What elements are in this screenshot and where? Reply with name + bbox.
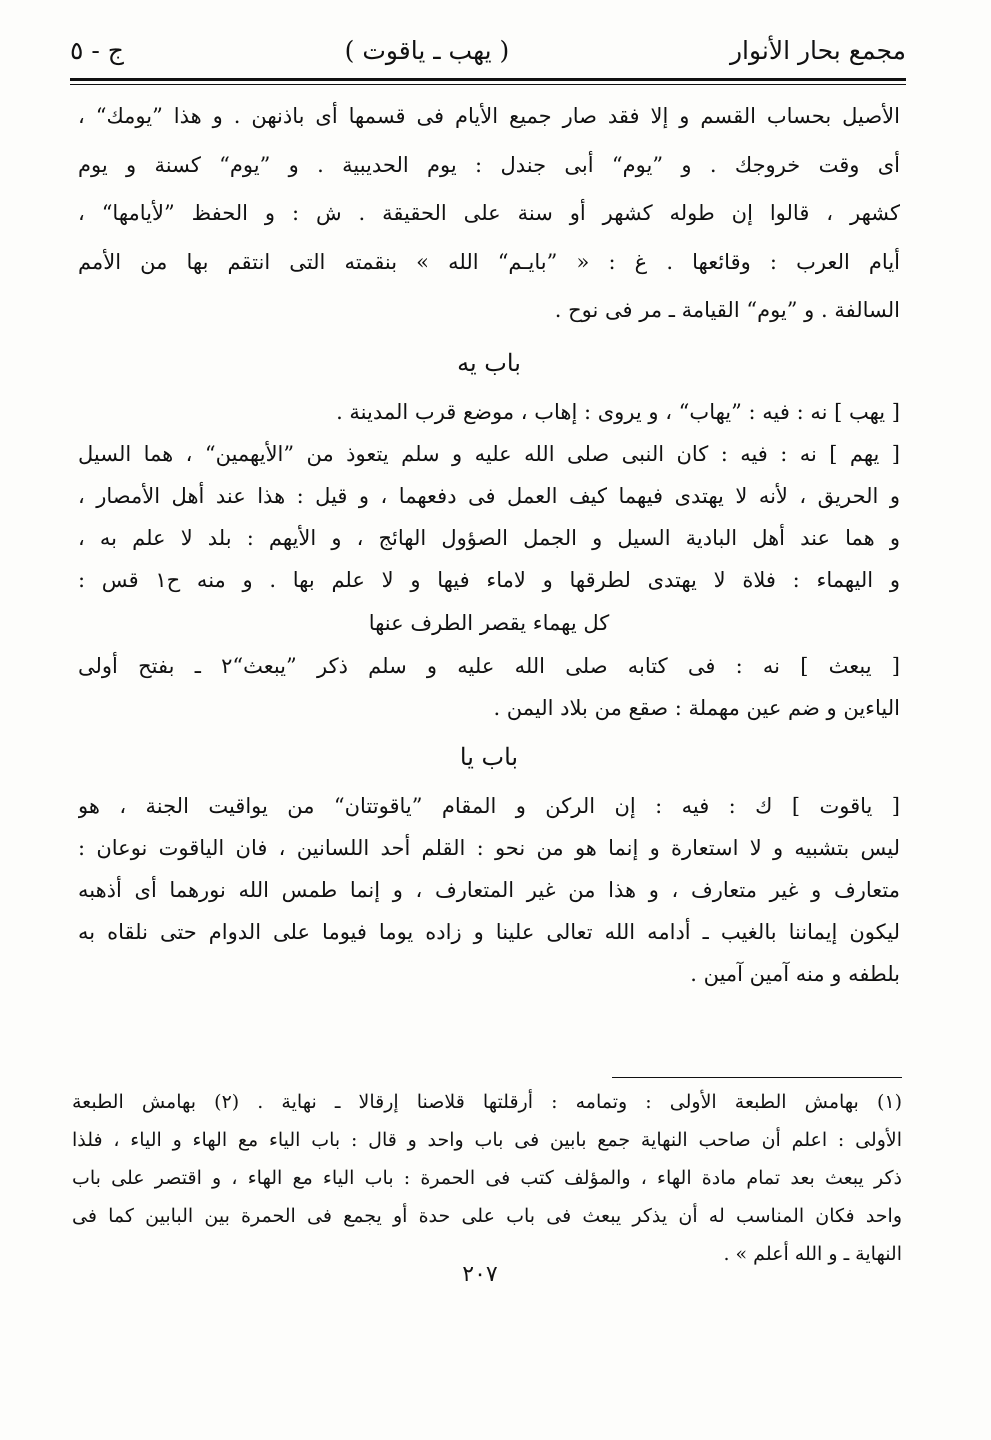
footnotes xyxy=(72,1083,902,1273)
footnote-line: النهاية ـ و الله أعلم » . xyxy=(723,1243,902,1265)
section-heading-ya: باب يا xyxy=(459,742,519,771)
footnote-line: واحد فكان المناسب له أن يذكر يبعث فى باب على حدة أو يجمع فى الحمرة بين البابين كما فى xyxy=(72,1205,902,1227)
verse-line: كل يهماء يقصر الطرف عنها xyxy=(368,610,610,635)
footnote-line: (١) بهامش الطبعة الأولى : وتمامه : أرقلتها قلاصنا إرقالا ـ نهاية . (٢) بهامش الطبعة xyxy=(72,1091,902,1113)
volume-number: ج - ٥ xyxy=(70,35,124,65)
section-heading-yeh: باب يه xyxy=(457,348,521,377)
entry-yabath: [ يبعث ] نه : فى كتابه صلى الله عليه و سلم ذكر ”يبعث“٢ ـ بفتح أولى xyxy=(78,653,900,678)
text-line: متعارف و غير متعارف ، و هذا من غير المتعارف ، و إنما طمس الله نورهما أى أذهبه xyxy=(78,877,900,902)
text-line: ليكون إيماننا بالغيب ـ أدامه الله تعالى علينا و زاده يوما فيوما على الدوام حتى نلقاه به xyxy=(78,919,900,944)
text-line: الياءين و ضم عين مهملة : صقع من بلاد اليمن . xyxy=(493,695,900,720)
text-line: أيام العرب : وقائعها . غ : « ”بايـم“ الله » بنقمته التى انتقم بها من الأمم xyxy=(78,249,900,274)
text-line: كشهر ، قالوا إن طوله كشهر أو سنة على الحقيقة . ش : و الحفظ ”لأيامها“ ، xyxy=(78,201,900,225)
text-line: و الحريق ، لأنه لا يهتدى فيهما كيف العمل فى دفعهما ، و قيل : هذا عند أهل الأمصار ، xyxy=(78,483,900,508)
text-line: و هما عند أهل البادية السيل و الجمل الصؤول الهائج ، و الأيهم : بلد لا علم به ، xyxy=(78,525,900,550)
entry-range: ( يهب ـ ياقوت ) xyxy=(344,35,510,65)
book-title: مجمع بحار الأنوار xyxy=(729,35,906,65)
entry-yaham: [ يهم ] نه : فيه : كان النبى صلى الله عليه و سلم يتعوذ من ”الأيهمين“ ، هما السيل xyxy=(78,441,900,466)
running-header xyxy=(70,28,906,72)
main-text xyxy=(78,92,900,995)
footnote-line: الأولى : اعلم أن صاحب النهاية جمع بابين فى باب واحد و قال : باب الياء مع الهاء و الياء ، فلذا xyxy=(72,1129,902,1151)
text-line: أى وقت خروجك . و ”يوم“ أبى جندل : يوم الحديبية . و ”يوم“ كسنة و يوم xyxy=(78,152,900,177)
header-rule-thin xyxy=(70,84,906,85)
header-rule-thick xyxy=(70,78,906,81)
text-line: السالفة . و ”يوم“ القيامة ـ مر فى نوح . xyxy=(554,298,900,322)
text-line: و اليهماء : فلاة لا يهتدى لطرقها و لاماء فيها و لا علم بها . و منه ح١ قس : xyxy=(78,567,900,592)
entry-yahab: [ يهب ] نه : فيه : ”يهاب“ ، و يروى : إهاب ، موضع قرب المدينة . xyxy=(336,399,900,424)
entry-yaqut: [ ياقوت ] ك : فيه : إن الركن و المقام ”ياقوتتان“ من يواقيت الجنة ، هو xyxy=(78,793,900,818)
text-line: الأصيل بحساب القسم و إلا فقد صار جميع الأيام فى قسمها أى باذنهن . و هذا ”يومك“ ، xyxy=(78,104,900,128)
text-line: بلطفه و منه آمين آمين . xyxy=(690,961,900,986)
footnote-rule xyxy=(612,1077,902,1078)
page-number: ٢٠٧ xyxy=(462,1262,498,1287)
footnote-line: ذكر يبعث بعد تمام مادة الهاء ، والمؤلف كتب فى الحمرة : باب الياء مع الهاء ، و اقتصر على باب xyxy=(72,1167,902,1189)
text-line: ليس بتشبيه و لا استعارة و إنما هو من نحو : القلم أحد اللسانين ، فان الياقوت نوعان : xyxy=(78,835,900,860)
